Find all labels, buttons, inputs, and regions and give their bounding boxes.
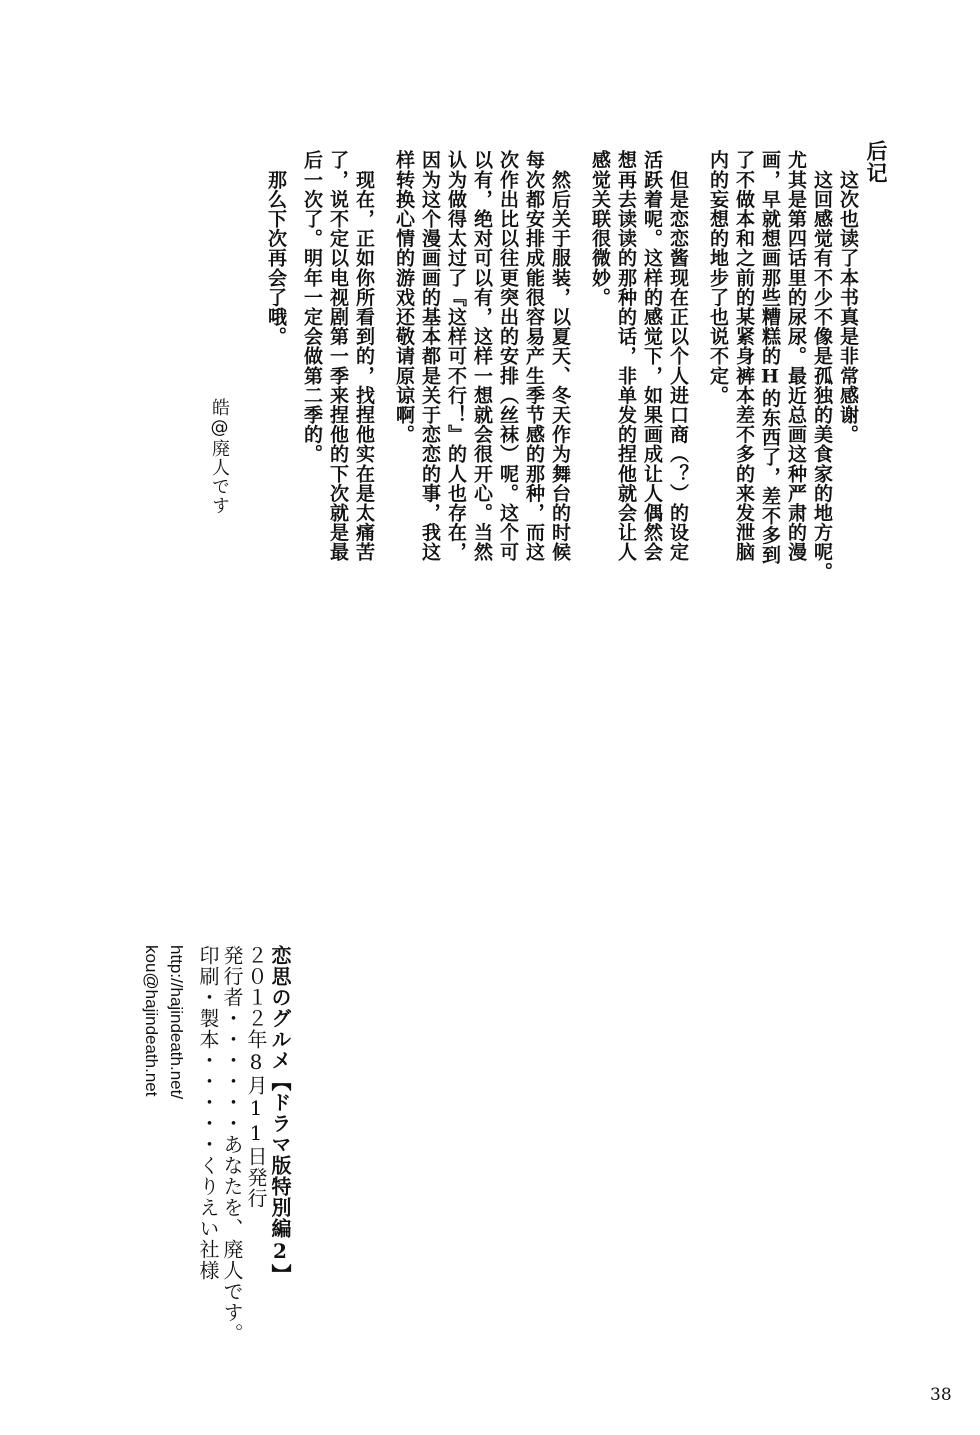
afterword-line: 因为这个漫画画的基本都是关于恋恋的事，我这	[419, 150, 441, 562]
afterword-line: 每次都安排成能很容易产生季节感的那种，而这	[523, 150, 545, 562]
afterword-line: 了，说不定以电视剧第一季来捏他的下次就是最	[327, 150, 349, 562]
page-number: 38	[930, 1385, 952, 1405]
afterword-line: 次作出比以往更突出的安排（丝袜）呢。这个可	[497, 150, 519, 562]
afterword-line: 尤其是第四话里的尿尿。最近总画这种严肃的漫	[785, 150, 807, 562]
afterword-line: 样转换心情的游戏还敬请原谅啊。	[393, 150, 415, 444]
afterword-line: 那么下次再会了哦。	[265, 150, 287, 346]
afterword-line: 然后关于服装，以夏天、冬天作为舞台的时候	[549, 150, 571, 562]
afterword-line: 这次也读了本书真是非常感谢。	[837, 150, 859, 444]
afterword-signature: 皓@廃人です	[209, 398, 230, 515]
colophon-title: 恋思のグルメ【ドラマ版特別編2】	[268, 945, 292, 1285]
afterword-title: 后记	[864, 140, 889, 184]
afterword-line: 感觉关联很微妙。	[589, 150, 611, 307]
afterword-line: 想再去读读的那种的话，非单发的捏他就会让人	[615, 150, 637, 562]
colophon-publisher: 発行者・・・・・・あなたを、廃人です。	[220, 945, 244, 1344]
afterword-line: 了不做本和之前的某紧身裤本差不多的来发泄脑	[733, 150, 755, 562]
afterword-line: 但是恋恋酱现在正以个人进口商（？）的设定	[667, 150, 689, 562]
afterword-line: 内的妄想的地步了也说不定。	[707, 150, 729, 405]
afterword-line: 活跃着呢。这样的感觉下，如果画成让人偶然会	[641, 150, 663, 562]
afterword-line: 这回感觉有不少不像是孤独的美食家的地方呢。	[811, 150, 833, 582]
colophon-printer: 印刷・製本・・・・・くりえい社様	[196, 945, 220, 1281]
colophon-url[interactable]: http://hajindeath.net/	[167, 945, 186, 1100]
afterword-line: 认为做得太过了『这样可不行！』的人也存在，	[445, 150, 467, 562]
afterword-line: 以有，绝对可以有，这样一想就会很开心。当然	[471, 150, 493, 562]
colophon-email[interactable]: kou@hajindeath.net	[142, 945, 161, 1097]
afterword-line: 后一次了。明年一定会做第二季的。	[301, 150, 323, 464]
afterword-line: 现在，正如你所看到的，找捏他实在是太痛苦	[353, 150, 375, 562]
afterword-line: 画，早就想画那些糟糕的H的东西了，差不多到	[759, 150, 781, 565]
colophon-date: ２０１２年8月11日発行	[244, 945, 268, 1209]
